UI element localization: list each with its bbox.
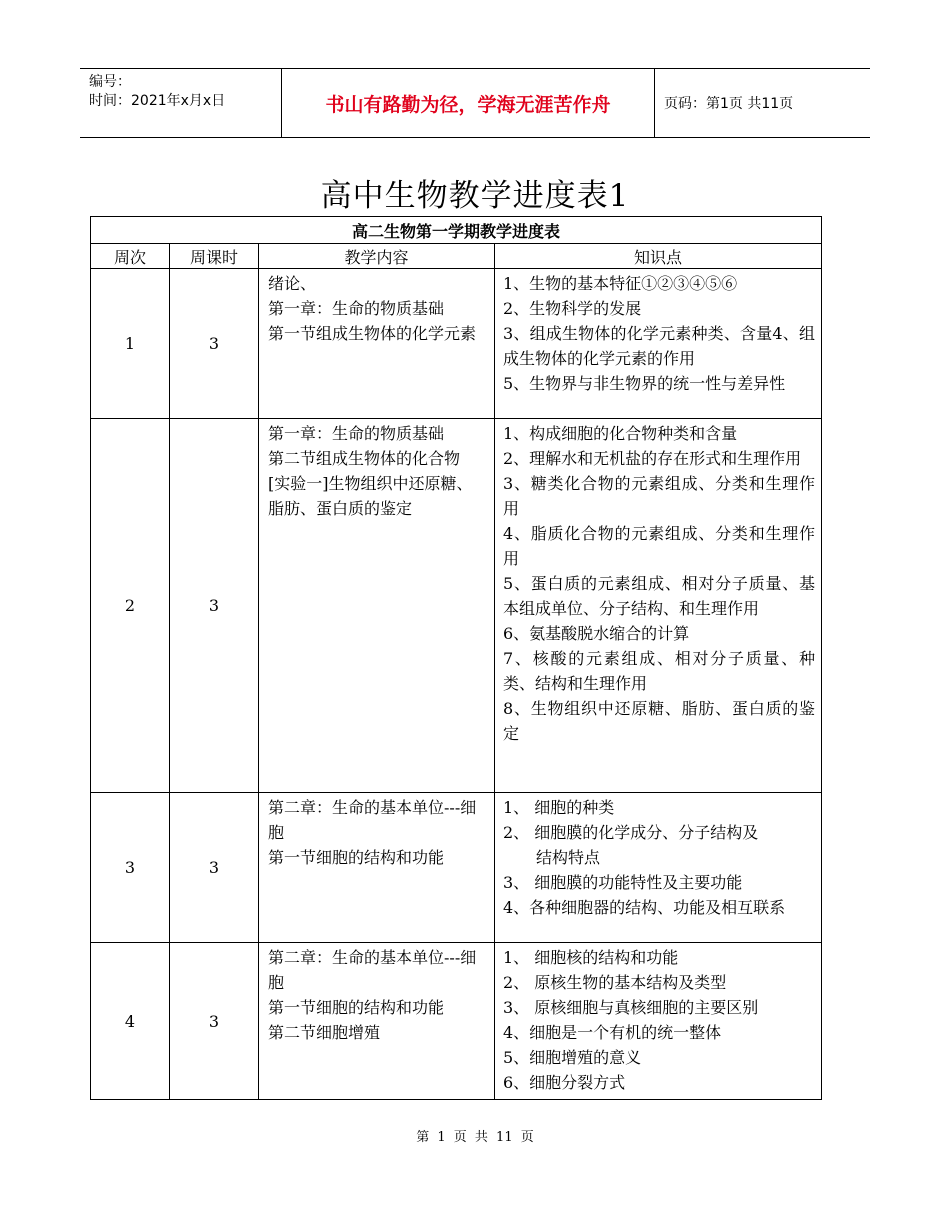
knowledge-point: 3、 原核细胞与真核细胞的主要区别 [503,998,759,1017]
knowledge-point: 6、氨基酸脱水缩合的计算 [503,624,690,643]
content-line: 第二章：生命的基本单位---细胞 [268,948,477,992]
knowledge-point: 3、组成生物体的化学元素种类、含量4、组成生物体的化学元素的作用 [503,324,816,368]
content-line: 第一节组成生物体的化学元素 [268,324,477,343]
week-cell: 3 [91,793,170,943]
knowledge-point: 7、核酸的元素组成、相对分子质量、种类、结构和生理作用 [503,649,816,693]
points-cell [495,943,822,1100]
knowledge-point: 1、生物的基本特征①②③④⑤⑥ [503,274,738,293]
column-header-hours: 周课时 [170,244,259,269]
content-line: 第二节细胞增殖 [268,1023,381,1042]
content-line: 第一章：生命的物质基础 [268,299,445,318]
table-header-row [91,244,822,269]
page-title: 高中生物教学进度表1 [320,178,630,214]
hours-cell: 3 [170,793,259,943]
knowledge-point: 1、 细胞的种类 [503,798,615,817]
hours-cell: 3 [170,419,259,793]
content-line: 第二章：生命的基本单位---细胞 [268,798,477,842]
week-cell: 1 [91,269,170,419]
table-caption: 高二生物第一学期教学进度表 [91,217,822,244]
date-label: 时间：2021年x月x日 [89,93,226,109]
knowledge-point: 4、脂质化合物的元素组成、分类和生理作用 [503,524,816,568]
knowledge-point: 5、细胞增殖的意义 [503,1048,642,1067]
content-line: 绪论、 [268,274,317,293]
content-line: 第一节细胞的结构和功能 [268,998,445,1017]
content-cell [259,269,495,419]
page-footer: 第 1 页 共 11 页 [416,1130,534,1145]
table-row [91,943,822,1100]
knowledge-point: 2、 细胞膜的化学成分、分子结构及 [503,823,759,842]
hours-cell: 3 [170,943,259,1100]
column-header-content: 教学内容 [259,244,495,269]
week-cell: 2 [91,419,170,793]
column-header-points: 知识点 [495,244,822,269]
header-page-info: 页码：第1页 共11页 [664,96,794,112]
content-line: [实验一]生物组织中还原糖、脂肪、蛋白质的鉴定 [268,474,473,518]
content-cell [259,419,495,793]
content-line: 第一节细胞的结构和功能 [268,848,445,867]
knowledge-point: 5、生物界与非生物界的统一性与差异性 [503,374,786,393]
knowledge-point: 1、构成细胞的化合物种类和含量 [503,424,738,443]
knowledge-point: 2、生物科学的发展 [503,299,642,318]
knowledge-point: 5、蛋白质的元素组成、相对分子质量、基本组成单位、分子结构、和生理作用 [503,574,816,618]
content-cell [259,943,495,1100]
points-cell [495,419,822,793]
knowledge-point-continued: 结构特点 [536,848,601,867]
document-header [80,68,870,138]
content-line: 第二节组成生物体的化合物 [268,449,461,468]
knowledge-point: 3、 细胞膜的功能特性及主要功能 [503,873,743,892]
knowledge-point: 4、各种细胞器的结构、功能及相互联系 [503,898,786,917]
table-row [91,793,822,943]
number-label: 编号： [89,74,131,90]
knowledge-point: 3、糖类化合物的元素组成、分类和生理作用 [503,474,816,518]
content-cell [259,793,495,943]
week-cell: 4 [91,943,170,1100]
knowledge-point: 6、细胞分裂方式 [503,1073,626,1092]
header-motto: 书山有路勤为径，学海无涯苦作舟 [282,69,655,137]
schedule-table [90,216,822,1100]
knowledge-point: 8、生物组织中还原糖、脂肪、蛋白质的鉴定 [503,699,816,743]
knowledge-point: 4、细胞是一个有机的统一整体 [503,1023,722,1042]
table-row [91,269,822,419]
points-cell [495,793,822,943]
hours-cell: 3 [170,269,259,419]
content-line: 第一章：生命的物质基础 [268,424,445,443]
knowledge-point: 1、 细胞核的结构和功能 [503,948,679,967]
table-row [91,419,822,793]
column-header-week: 周次 [91,244,170,269]
header-meta [80,69,282,137]
knowledge-point: 2、理解水和无机盐的存在形式和生理作用 [503,449,802,468]
points-cell [495,269,822,419]
knowledge-point: 2、 原核生物的基本结构及类型 [503,973,727,992]
